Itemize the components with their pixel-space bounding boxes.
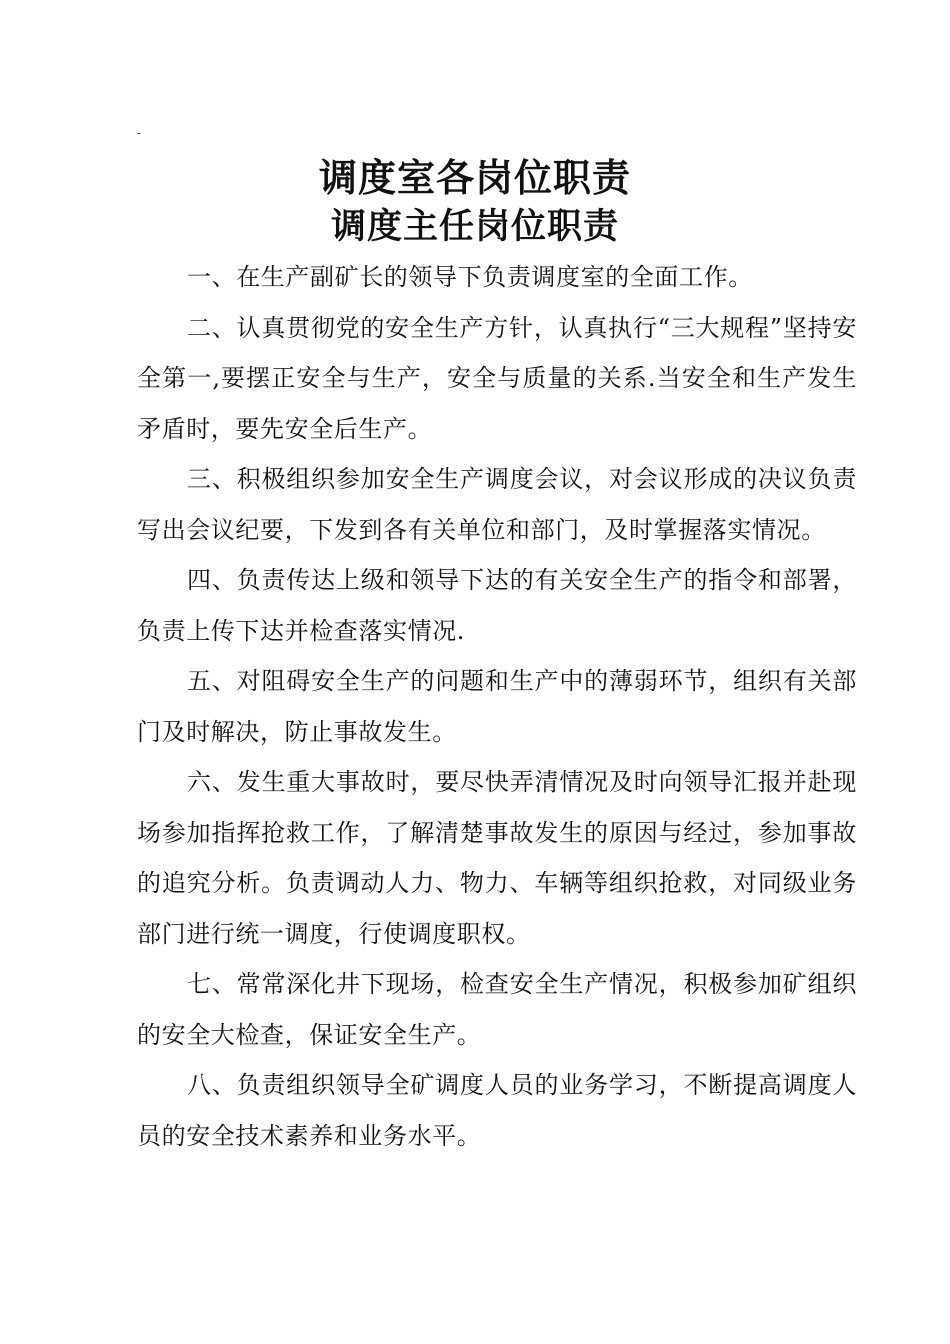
- paragraph-3: 三、积极组织参加安全生产调度会议，对会议形成的决议负责写出会议纪要，下发到各有关单位和部门，及时掌握落实情况。: [137, 465, 857, 544]
- paragraph-5: 五、对阻碍安全生产的问题和生产中的薄弱环节，组织有关部门及时解决，防止事故发生。: [137, 667, 857, 746]
- paragraph-1: 一、在生产副矿长的领导下负责调度室的全面工作。: [187, 263, 753, 291]
- page-title: 调度室各岗位职责: [318, 155, 631, 200]
- document-body: [137, 252, 857, 1161]
- paragraph-6: 六、发生重大事故时，要尽快弄清情况及时向领导汇报并赴现场参加指挥抢救工作，了解清楚事故发生的原因与经过，参加事故的追究分析。负责调动人力、物力、车辆等组织抢救，对同级业务部门进行统一调度，行使调度职权。: [137, 768, 857, 948]
- paragraph-2: 二、认真贯彻党的安全生产方针，认真执行“三大规程”坚持安全第一,要摆正安全与生产，安全与质量的关系.当安全和生产发生矛盾时，要先安全后生产。: [137, 313, 857, 443]
- header-mark: -: [137, 126, 142, 140]
- section-title: 调度主任岗位职责: [330, 206, 619, 247]
- paragraph-8: 八、负责组织领导全矿调度人员的业务学习，不断提高调度人员的安全技术素养和业务水平。: [137, 1071, 857, 1150]
- paragraph-4: 四、负责传达上级和领导下达的有关安全生产的指令和部署，负责上传下达并检查落实情况.: [137, 566, 857, 645]
- paragraph-7: 七、常常深化井下现场，检查安全生产情况，积极参加矿组织的安全大检查，保证安全生产。: [137, 970, 857, 1049]
